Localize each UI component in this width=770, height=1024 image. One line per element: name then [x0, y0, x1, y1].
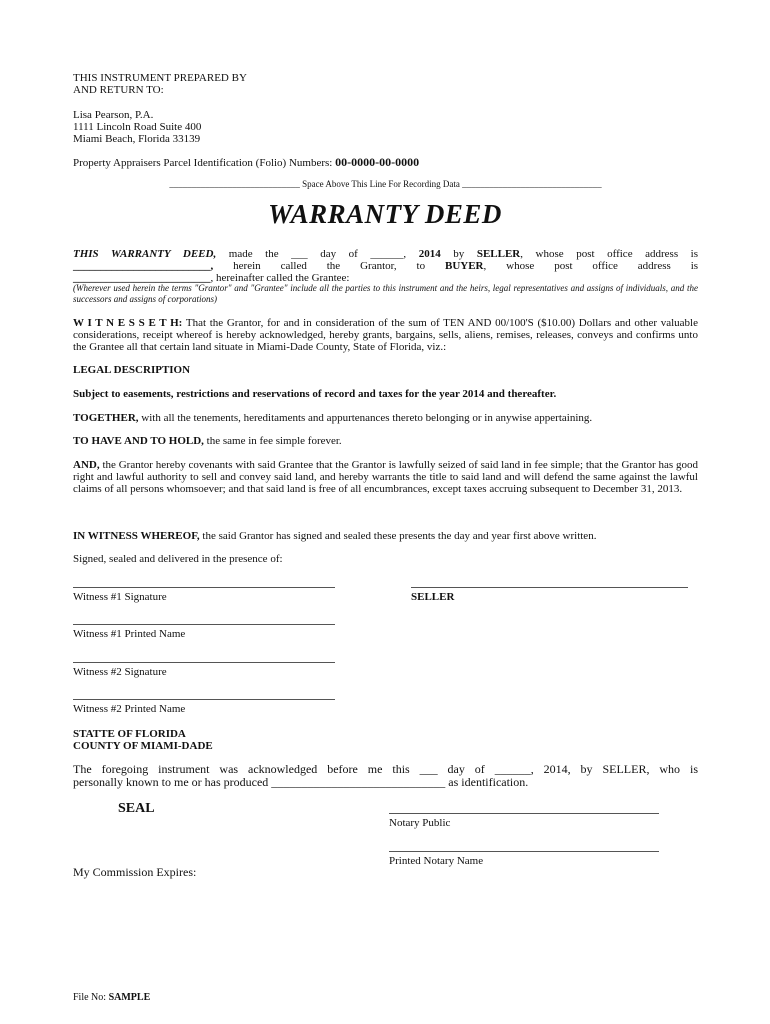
witnesseth-label: W I T N E S S E T H: — [73, 317, 183, 329]
file-number-label: File No: — [73, 992, 107, 1003]
and-label: AND, — [73, 459, 100, 471]
to-have-paragraph — [73, 435, 342, 447]
subject-to-paragraph: Subject to easements, restrictions and reservations of record and taxes for the year 2014 and thereafter. — [73, 388, 557, 400]
recording-line — [73, 179, 698, 189]
witness1-signature-label: Witness #1 Signature — [73, 591, 167, 603]
witness2-name-label: Witness #2 Printed Name — [73, 703, 186, 715]
intro-made: made the — [228, 248, 279, 260]
witness1-name-line[interactable] — [73, 624, 335, 625]
in-witness-paragraph — [73, 530, 596, 542]
acknowledgment-line-1: The foregoing instrument was acknowledged before me this ___ day of ______, 2014, by SELLER, who is — [73, 762, 698, 776]
intro-hereinafter: , hereinafter called the Grantee: — [210, 272, 350, 284]
parcel-label: Property Appraisers Parcel Identification (Folio) Numbers: — [73, 157, 333, 169]
to-have-text: the same in fee simple forever. — [206, 435, 342, 447]
signed-sealed-text: Signed, sealed and delivered in the presence of: — [73, 553, 283, 565]
file-number-value: SAMPLE — [108, 992, 151, 1003]
parcel-line — [73, 156, 419, 169]
intro-day-of: day of — [320, 248, 358, 260]
recording-right-blank: _______________________________ — [462, 179, 602, 189]
intro-month-blank: ______, — [370, 248, 407, 260]
intro-blank-1: _________________________, — [73, 260, 214, 272]
witness2-signature-label: Witness #2 Signature — [73, 666, 167, 678]
notary-signature-line[interactable] — [389, 813, 659, 814]
witness1-name-label: Witness #1 Printed Name — [73, 628, 186, 640]
file-number — [73, 992, 150, 1003]
preparer-address-1: 1111 Lincoln Road Suite 400 — [73, 121, 202, 133]
parcel-number: 00-0000-00-0000 — [335, 155, 420, 169]
witnesseth-paragraph — [73, 317, 698, 353]
intro-by: by — [453, 248, 465, 260]
intro-herein-grantor: herein called the Grantor, to — [233, 260, 426, 272]
notary-name-line[interactable] — [389, 851, 659, 852]
to-have-label: TO HAVE AND TO HOLD, — [73, 435, 204, 447]
and-paragraph — [73, 459, 698, 495]
intro-address-text: , whose post office address is — [520, 248, 699, 260]
recording-left-blank: _____________________________ — [169, 179, 300, 189]
state-heading: STATTE OF FLORIDA — [73, 728, 186, 740]
intro-seller: SELLER — [476, 248, 521, 260]
together-paragraph — [73, 412, 592, 424]
intro-year: 2014 — [418, 248, 441, 260]
intro-day-blank: ___ — [291, 248, 308, 260]
seller-signature-label: SELLER — [411, 591, 455, 603]
intro-buyer-address: , whose post office address is — [483, 260, 699, 272]
intro-line-2 — [73, 260, 698, 272]
seal-label: SEAL — [118, 801, 155, 816]
printed-notary-name-label: Printed Notary Name — [389, 855, 484, 867]
together-label: TOGETHER, — [73, 412, 139, 424]
notary-public-label: Notary Public — [389, 817, 451, 829]
in-witness-text: the said Grantor has signed and sealed these presents the day and year first above written. — [202, 530, 597, 542]
seller-signature-line[interactable] — [411, 587, 688, 588]
preparer-name: Lisa Pearson, P.A. — [73, 109, 154, 121]
legal-description-heading: LEGAL DESCRIPTION — [73, 364, 191, 376]
intro-note: (Wherever used herein the terms "Grantor" and "Grantee" include all the parties to this instrument and the heirs, legal representatives and assigns of individuals, and the successors and assigns of corporations) — [73, 283, 698, 304]
witnesseth-text: That the Grantor, for and in consideration of the sum of TEN AND 00/100'S ($10.00) Dollars and other valuable considerations, receipt whereof is hereby acknowledged, hereby grants, bargains, sells, aliens, remises, releases, conveys and confirms unto the Grantee all that certain land situate in Miami-Dade County, State of Florida, viz.: — [73, 317, 698, 353]
witness2-name-line[interactable] — [73, 699, 335, 700]
intro-buyer: BUYER — [445, 260, 484, 272]
intro-line-1 — [73, 248, 698, 260]
intro-blank-2: _________________________ — [73, 272, 211, 284]
preparer-address-2: Miami Beach, Florida 33139 — [73, 133, 201, 145]
prepared-by-line-1: THIS INSTRUMENT PREPARED BY — [73, 72, 247, 84]
county-heading: COUNTY OF MIAMI-DADE — [73, 740, 213, 752]
together-text: with all the tenements, hereditaments and appurtenances thereto belonging or in anywise appertaining. — [141, 412, 593, 424]
witness2-signature-line[interactable] — [73, 662, 335, 663]
recording-text: Space Above This Line For Recording Data — [302, 179, 460, 189]
witness1-signature-line[interactable] — [73, 587, 335, 588]
acknowledgment-line-2: personally known to me or has produced _____________________________ as identification. — [73, 775, 529, 789]
and-text: the Grantor hereby covenants with said Grantee that the Grantor is lawfully seized of said land in fee simple; that the Grantor has good right and lawful authority to sell and convey said land, and hereby warrants the title to said land and will defend the same against the lawful claims of all persons whomsoever; and that said land is free of all encumbrances, except taxes accruing subsequent to December 31, 2013. — [73, 459, 699, 495]
in-witness-label: IN WITNESS WHEREOF, — [73, 530, 200, 542]
prepared-by-line-2: AND RETURN TO: — [73, 84, 164, 96]
intro-lead: THIS WARRANTY DEED, — [73, 248, 217, 260]
commission-expires-label: My Commission Expires: — [73, 865, 197, 879]
document-title: WARRANTY DEED — [268, 199, 502, 229]
